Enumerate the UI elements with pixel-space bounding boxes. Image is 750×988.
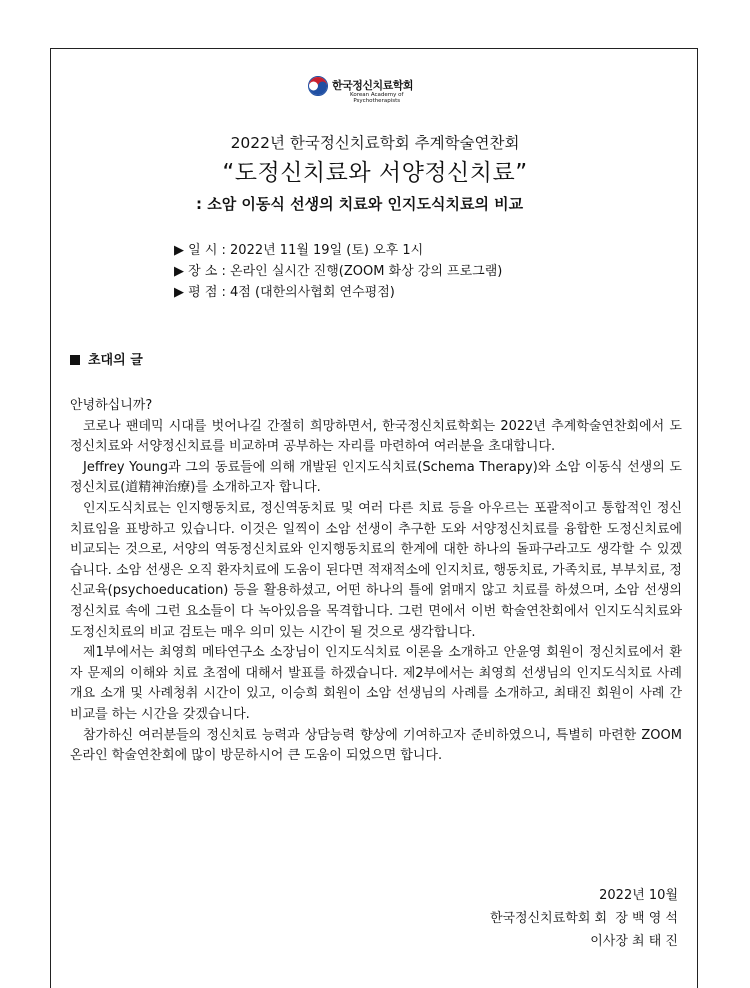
event-info-list xyxy=(174,240,502,303)
letter-paragraph: 코로나 팬데믹 시대를 벗어나길 간절히 희망하면서, 한국정신치료학회는 2022년 추계학술연찬회에서 도정신치료와 서양정신치료를 비교하며 공부하는 자리를 마련하여 여러분을 초대합니다. xyxy=(70,418,682,455)
info-item-credit xyxy=(174,282,502,303)
info-value-credit: 4점 (대한의사협회 연수평점) xyxy=(230,285,395,300)
logo-name-english-line2: Psychotherapists xyxy=(353,98,401,104)
letter-paragraph: 참가하신 여러분들의 정신치료 능력과 상담능력 향상에 기여하고자 준비하였으니, 특별히 마련한 ZOOM 온라인 학술연찬회에 많이 방문하시어 큰 도움이 되었으면 합니다. xyxy=(70,727,682,764)
letter-paragraph: Jeffrey Young과 그의 동료들에 의해 개발된 인지도식치료(Schema Therapy)와 소암 이동식 선생의 도정신치료(道精神治療)를 소개하고자 합니다. xyxy=(70,459,682,496)
section-heading xyxy=(70,349,143,368)
info-value-place: 온라인 실시간 진행(ZOOM 화상 강의 프로그램) xyxy=(230,264,503,279)
signature-date: 2022년 10월 xyxy=(599,888,678,903)
signature-block xyxy=(490,884,678,953)
letter-greeting: 안녕하십니까? xyxy=(70,398,153,413)
signature-chairman: 이사장 최 태 진 xyxy=(590,934,678,949)
main-title: “도정신치료와 서양정신치료” xyxy=(222,160,528,186)
info-label-date: ▶ 일 시 : xyxy=(174,243,231,258)
taegeuk-logo-icon xyxy=(308,76,328,96)
subtitle: : 소암 이동식 선생의 치료와 인지도식치료의 비교 xyxy=(196,195,524,213)
info-item-place xyxy=(174,261,502,282)
logo-name-english xyxy=(350,92,403,104)
event-year-title: 2022년 한국정신치료학회 추계학술연찬회 xyxy=(230,134,520,152)
info-item-date xyxy=(174,240,502,261)
logo-name-english-line1: Korean Academy of xyxy=(350,92,404,98)
info-value-date: 2022년 11월 19일 (토) 오후 1시 xyxy=(230,243,424,258)
square-bullet-icon xyxy=(70,355,80,365)
signature-president: 한국정신치료학회 회 장 백 영 석 xyxy=(489,911,678,926)
logo-name-korean: 한국정신치료학회 xyxy=(332,79,414,92)
section-title: 초대의 글 xyxy=(88,353,143,368)
letter-paragraph: 인지도식치료는 인지행동치료, 정신역동치료 및 여러 다른 치료 등을 아우르는 포괄적이고 통합적인 정신치료임을 표방하고 있습니다. 이것은 일찍이 소암 선생이 추구한 도와 서양정신치료를 융합한 도정신치료에 비교되는 것으로, 서양의 역동정신치료와 인지행동치료의 한계에 대한 하나의 돌파구라고도 생각할 수 있겠습니다. 소암 선생은 오직 환자치료에 도움이 된다면 적재적소에 인지치료, 행동치료, 가족치료, 부부치료, 정신교육(psychoeducation) 등을 활용하셨고, 어떤 하나의 틀에 얽매지 않고 치료를 하셨으며, 소암 선생의 정신치료 속에 그런 요소들이 다 녹아있음을 목격합니다. 그런 면에서 이번 학술연찬회에서 인지도식치료와 도정신치료의 비교 검토는 매우 의미 있는 시간이 될 것으로 생각합니다. xyxy=(70,500,682,640)
info-label-place: ▶ 장 소 : xyxy=(174,264,231,279)
info-label-credit: ▶ 평 점 : xyxy=(174,285,231,300)
letter-paragraph: 제1부에서는 최영희 메타연구소 소장님이 인지도식치료 이론을 소개하고 안윤영 회원이 정신치료에서 환자 문제의 이해와 치료 초점에 대해서 발표를 하겠습니다. 제2부에서는 최영희 선생님의 인지도식치료 사례 개요 소개 및 사례청취 시간이 있고, 이승희 회원이 소암 선생님의 사례를 소개하고, 최태진 회원이 사례 간 비교를 하는 시간을 갖겠습니다. xyxy=(70,645,682,722)
invitation-letter xyxy=(70,396,682,767)
